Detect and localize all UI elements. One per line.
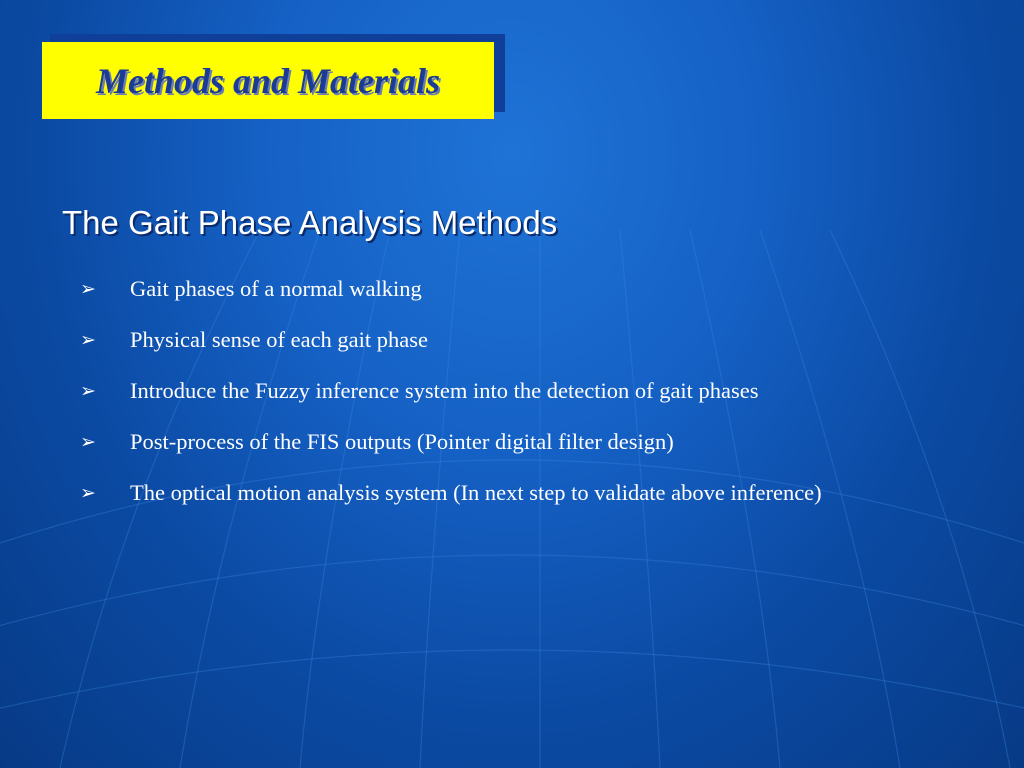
section-heading: The Gait Phase Analysis Methods	[62, 204, 558, 241]
list-item	[80, 372, 822, 423]
list-item	[80, 321, 822, 372]
slide-title: Methods and Materials	[95, 60, 441, 101]
bullet-text: Physical sense of each gait phase	[130, 327, 429, 352]
arrow-right-icon: ➢	[80, 380, 96, 402]
bullet-text: Post-process of the FIS outputs (Pointer digital filter design)	[130, 429, 674, 454]
bullet-text: The optical motion analysis system (In next step to validate above inference)	[130, 480, 822, 505]
bullet-text: Gait phases of a normal walking	[130, 276, 422, 301]
list-item	[80, 474, 822, 525]
bullet-text: Introduce the Fuzzy inference system into the detection of gait phases	[130, 378, 759, 403]
list-item	[80, 423, 822, 474]
bullet-list	[80, 270, 822, 525]
arrow-right-icon: ➢	[80, 482, 96, 504]
arrow-right-icon: ➢	[80, 431, 96, 453]
list-item	[80, 270, 822, 321]
title-box	[42, 42, 494, 119]
arrow-right-icon: ➢	[80, 278, 96, 300]
arrow-right-icon: ➢	[80, 329, 96, 351]
